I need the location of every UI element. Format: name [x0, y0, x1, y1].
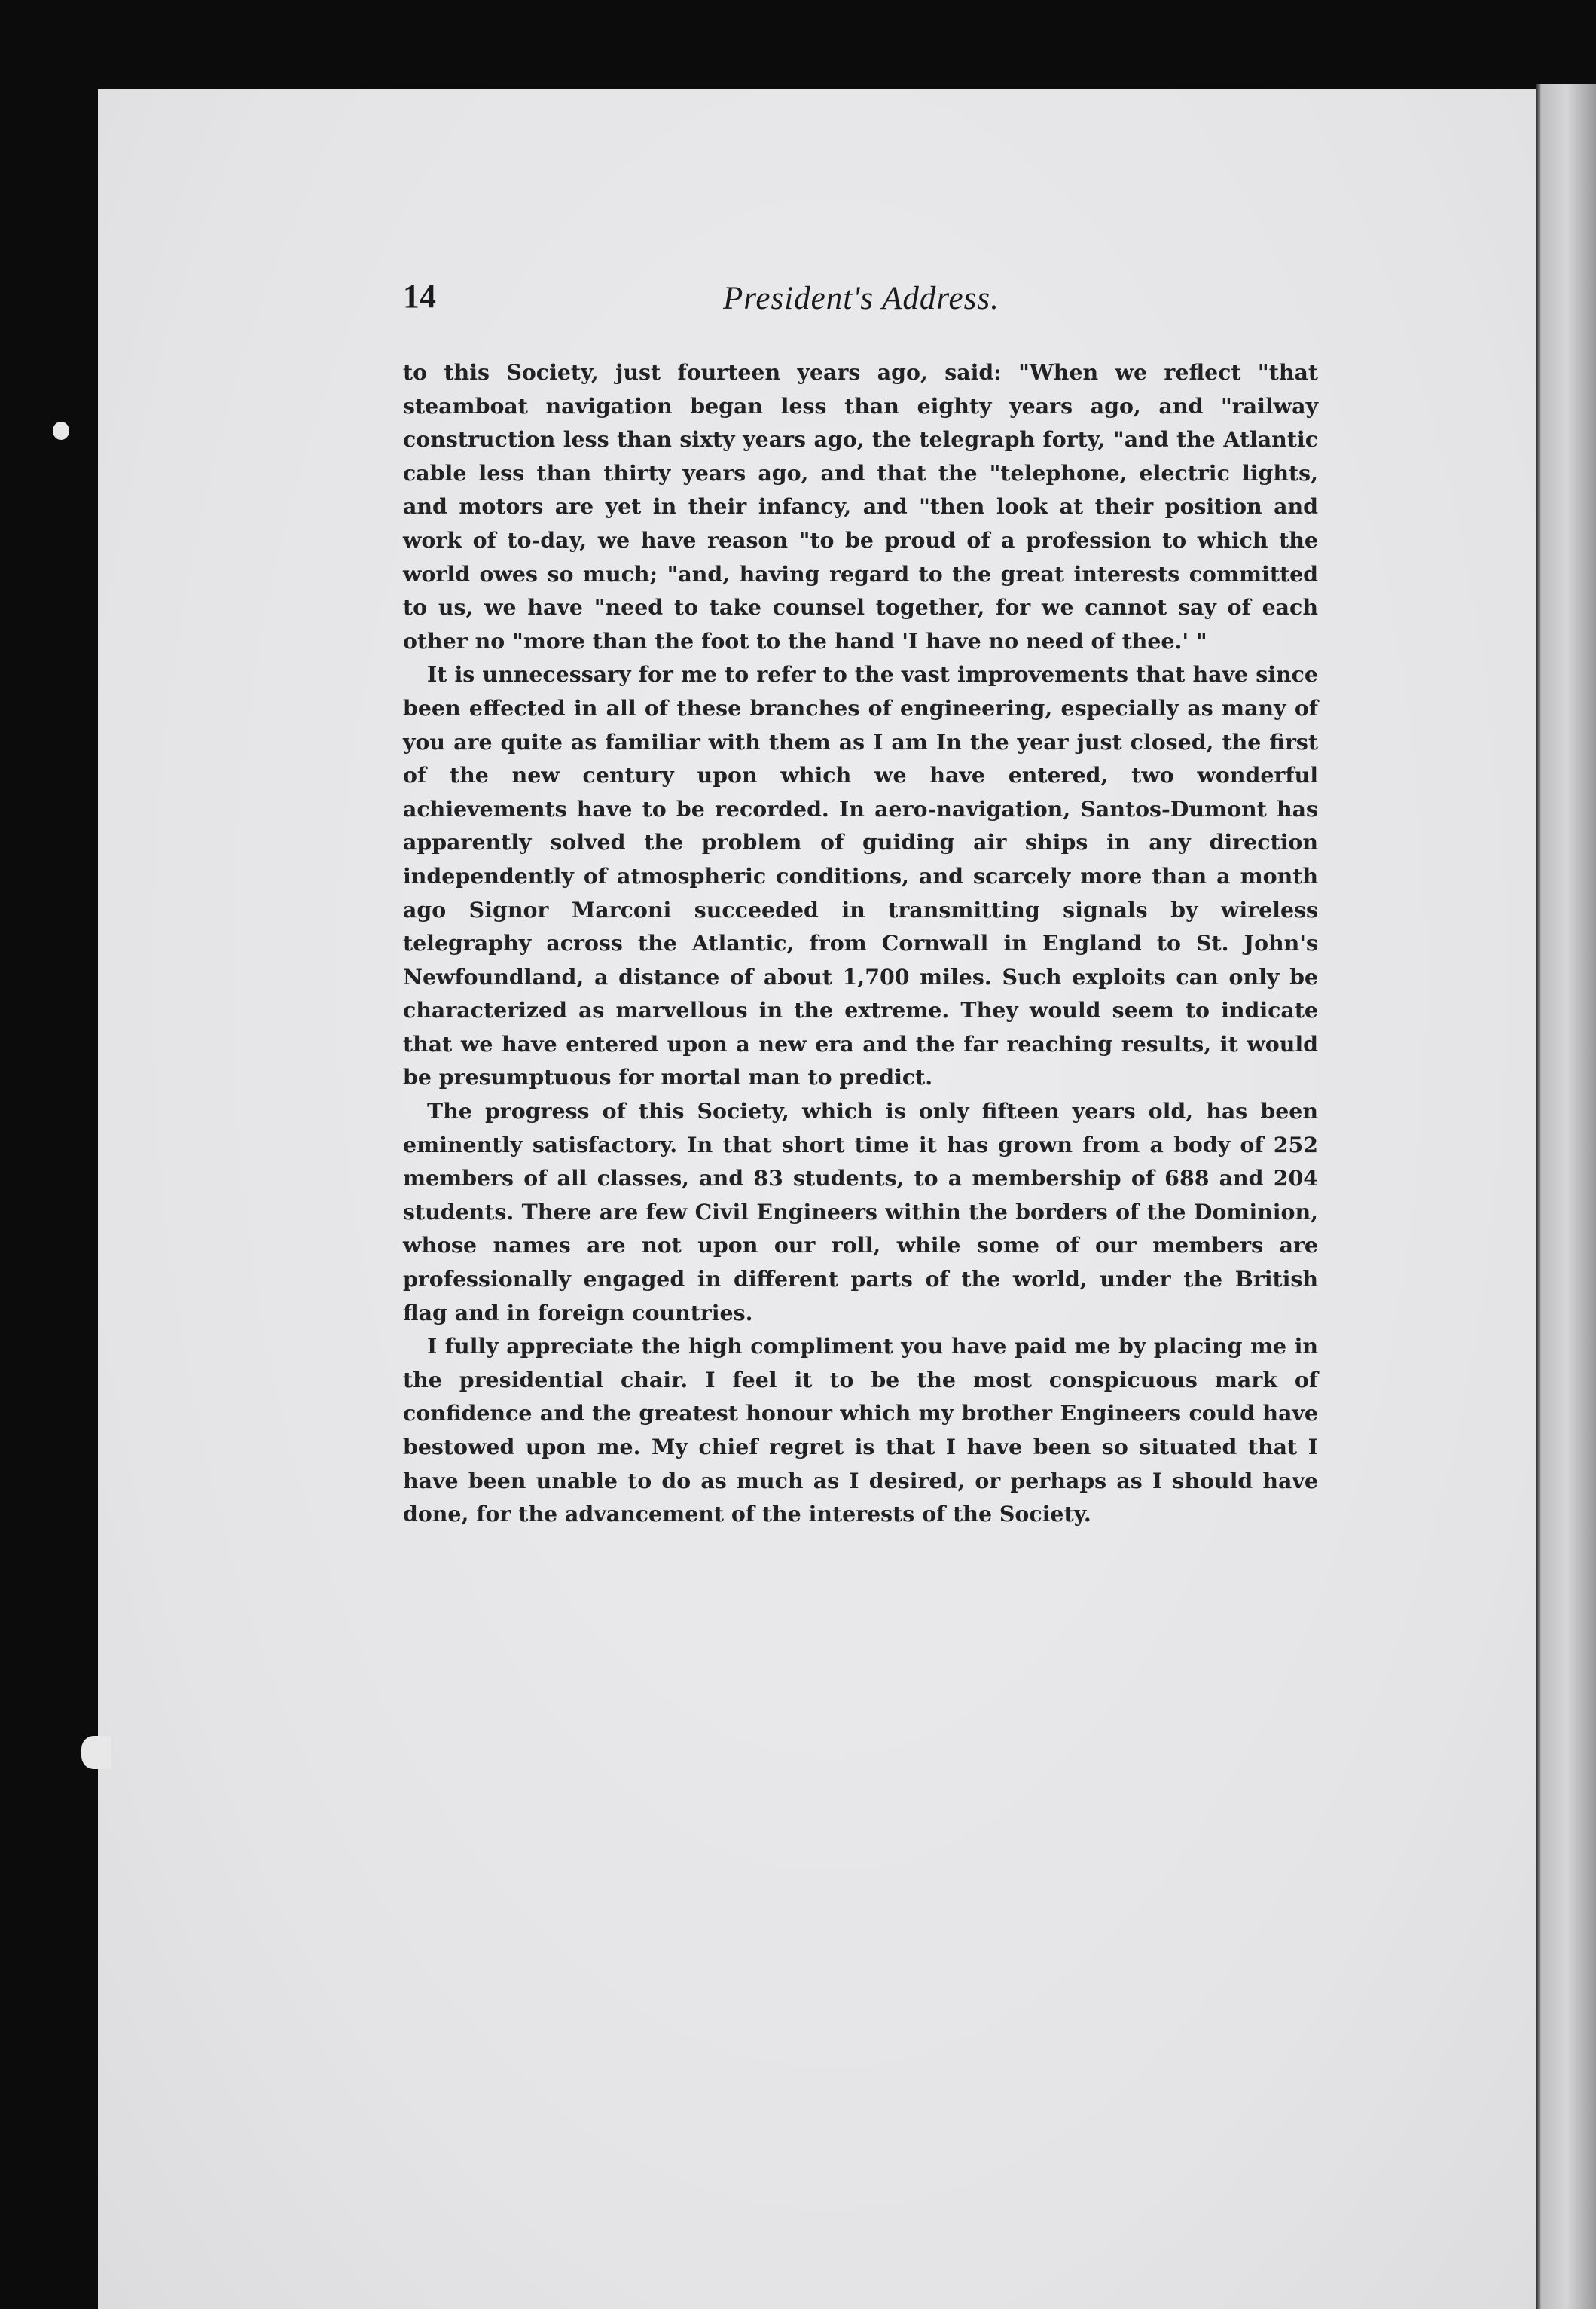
page-edge — [1536, 84, 1596, 2309]
scan-speck — [53, 422, 69, 440]
paragraph-quotation: to this Society, just fourteen years ago, said: "When we reflect "that steamboat navigation began less than eighty years ago, and "railway construction less than sixty years ago, the telegraph forty, "and the Atlantic cable less than thirty years ago, and that the "telephone, electric lights, and motors are yet in their infancy, and "then look at their position and work of to-day, we have reason "to be proud of a profession to which the world owes so much; "and, having regard to the great interests committed to us, we have "need to take counsel together, for we cannot say of each other no "more than the foot to the hand 'I have no need of thee.' " — [403, 359, 1318, 654]
scan-speck — [81, 1736, 111, 1769]
paragraph-improvements: It is unnecessary for me to refer to the vast improvements that have since been effected in all of these branches of engineering, especially as many of you are quite as familiar with them as I am In the year just closed, the first of the new century upon which we have entered, two wonderful achievements have to be recorded. In aero-navigation, Santos-Dumont has apparently solved the problem of guiding air ships in any direction independently of atmospheric conditions, and scarcely more than a month ago Signor Marconi succeeded in transmitting signals by wireless telegraphy across the Atlantic, from Cornwall in England to St. John's Newfoundland, a distance of about 1,700 miles. Such exploits can only be characterized as marvellous in the extreme. They would seem to indicate that we have entered upon a new era and the far reaching results, it would be presumptuous for mortal man to predict. — [403, 661, 1318, 1090]
paragraph-acknowledgement: I fully appreciate the high compliment you have paid me by placing me in the presidential chair. I feel it to be the most conspicuous mark of confidence and the greatest honour which my brother Engineers could have bestowed upon me. My chief regret is that I have been so situated that I have been unable to do as much as I desired, or perhaps as I should have done, for the advancement of the interests of the Society. — [403, 1333, 1318, 1527]
paragraph-society-progress: The progress of this Society, which is only fifteen years old, has been eminently satisfactory. In that short time it has grown from a body of 252 members of all classes, and 83 students, to a membership of 688 and 204 students. There are few Civil Engineers within the borders of the Dominion, whose names are not upon our roll, while some of our members are professionally engaged in different parts of the world, under the British flag and in foreign countries. — [403, 1098, 1318, 1325]
page-number: 14 — [403, 278, 436, 315]
body-text — [403, 355, 1318, 1531]
running-head: President's Address. — [723, 281, 999, 316]
page-header — [403, 277, 1329, 330]
